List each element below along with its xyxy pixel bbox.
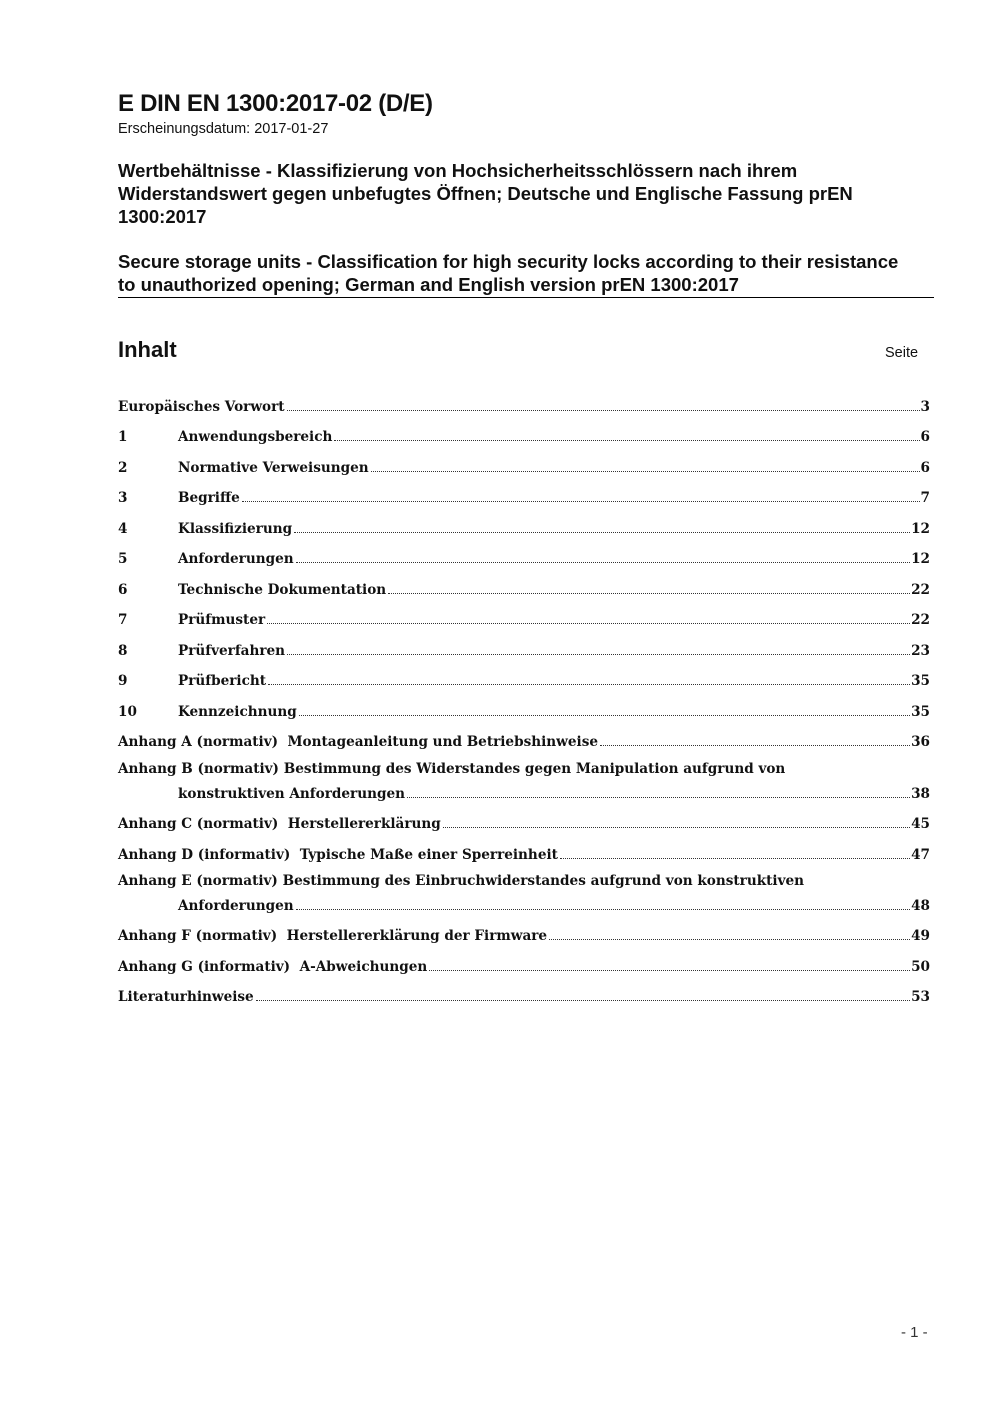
- toc-leader: [407, 797, 910, 798]
- toc-entry-label: Prüfmuster: [178, 612, 266, 628]
- toc-entry-page: 3: [920, 399, 930, 415]
- toc-leader: [267, 623, 910, 624]
- toc-leader: [371, 471, 920, 472]
- toc-entry-page: 49: [911, 928, 930, 944]
- toc-entry[interactable]: [118, 730, 930, 750]
- toc-entry-label: Begriffe: [178, 490, 240, 506]
- toc-leader: [256, 1000, 910, 1001]
- toc-entry-page: 22: [911, 612, 930, 628]
- toc-leader: [600, 745, 910, 746]
- toc-entry-number: 3: [118, 490, 128, 506]
- toc-leader: [299, 715, 910, 716]
- toc-leader: [388, 593, 910, 594]
- toc-entry[interactable]: [118, 782, 930, 802]
- toc-entry-page: 6: [920, 429, 930, 445]
- title-divider: [118, 297, 934, 298]
- toc-entry-label: Anhang F (normativ) Herstellererklärung der Firmware: [118, 928, 548, 944]
- toc-entry-page: 50: [911, 959, 930, 975]
- toc-entry[interactable]: [118, 985, 930, 1005]
- toc-entry-page: 23: [911, 643, 930, 659]
- toc-entry-label: Europäisches Vorwort: [118, 399, 285, 415]
- toc-entry-number: 2: [118, 460, 128, 476]
- toc-entry-page: 22: [911, 582, 930, 598]
- toc-entry[interactable]: [118, 425, 930, 445]
- publication-date: Erscheinungsdatum: 2017-01-27: [118, 121, 329, 137]
- toc-entry[interactable]: [118, 669, 930, 689]
- toc-entry-page: 38: [911, 786, 930, 802]
- toc-entry-number: 1: [118, 429, 128, 445]
- toc-entry[interactable]: [118, 547, 930, 567]
- toc-entry-label: Anforderungen: [178, 898, 294, 914]
- toc-entry[interactable]: [118, 395, 930, 415]
- toc-leader: [443, 827, 910, 828]
- footer-page-number: - 1 -: [901, 1324, 928, 1341]
- toc-entry[interactable]: [118, 517, 930, 537]
- toc-entry-page: 35: [911, 704, 930, 720]
- toc-entry-label: Anforderungen: [178, 551, 294, 567]
- toc-entry-label: Kennzeichnung: [178, 704, 297, 720]
- toc-entry-label: Technische Dokumentation: [178, 582, 387, 598]
- toc-entry-label: Normative Verweisungen: [178, 460, 369, 476]
- toc-heading: Inhalt: [118, 337, 177, 362]
- toc-entry-page: 35: [911, 673, 930, 689]
- toc-entry-page: 12: [911, 551, 930, 567]
- toc-leader: [287, 654, 910, 655]
- toc-entry-page: 7: [920, 490, 930, 506]
- toc-entry-first-line: Anhang E (normativ) Bestimmung des Einbruchwiderstandes aufgrund von konstruktiven: [118, 873, 805, 889]
- toc-entry-number: 8: [118, 643, 128, 659]
- toc-entry[interactable]: [118, 700, 930, 720]
- toc-entry-label: Anhang G (informativ) A-Abweichungen: [118, 959, 428, 975]
- toc-entry-label: Anhang A (normativ) Montageanleitung und Betriebshinweise: [118, 734, 598, 750]
- toc-leader: [287, 410, 920, 411]
- title-english: Secure storage units - Classification for high security locks according to their resistance to unauthorized opening; German and English version prEN 1300:2017: [118, 251, 899, 295]
- toc-entry-number: 7: [118, 612, 128, 628]
- toc-leader: [294, 532, 910, 533]
- toc-entry[interactable]: [118, 639, 930, 659]
- toc-entry-page: 47: [911, 847, 930, 863]
- toc-leader: [560, 858, 910, 859]
- toc-entry-label: Prüfverfahren: [178, 643, 286, 659]
- toc-entry-label: konstruktiven Anforderungen: [178, 786, 405, 802]
- toc-leader: [296, 909, 910, 910]
- toc-leader: [334, 440, 919, 441]
- toc-entry[interactable]: [118, 578, 930, 598]
- toc-entry-label: Literaturhinweise: [118, 989, 254, 1005]
- toc-entry[interactable]: [118, 894, 930, 914]
- toc-leader: [268, 684, 910, 685]
- toc-entry-label: Klassifizierung: [178, 521, 293, 537]
- document-id: E DIN EN 1300:2017-02 (D/E): [118, 90, 433, 117]
- toc-entry[interactable]: [118, 486, 930, 506]
- toc-entry[interactable]: [118, 955, 930, 975]
- title-german: Wertbehältnisse - Klassifizierung von Hochsicherheitsschlössern nach ihrem Widerstandswert gegen unbefugtes Öffnen; Deutsche und Englische Fassung prEN 1300:2017: [118, 160, 853, 227]
- toc-entry-label: Anwendungsbereich: [178, 429, 333, 445]
- toc-leader: [296, 562, 910, 563]
- toc-entry-page: 48: [911, 898, 930, 914]
- toc-entry[interactable]: [118, 812, 930, 832]
- toc-entry[interactable]: [118, 608, 930, 628]
- toc-entry-page: 6: [920, 460, 930, 476]
- toc-leader: [242, 501, 920, 502]
- toc-entry-label: Prüfbericht: [178, 673, 267, 689]
- toc-entry-page: 36: [911, 734, 930, 750]
- toc-entry-number: 9: [118, 673, 128, 689]
- toc-entry-label: Anhang D (informativ) Typische Maße einer Sperreinheit: [118, 847, 558, 863]
- toc-page-column-label: Seite: [885, 345, 919, 361]
- toc-entry-page: 45: [911, 816, 930, 832]
- toc-entry[interactable]: [118, 843, 930, 863]
- toc-leader: [429, 970, 910, 971]
- toc-entry-number: 4: [118, 521, 128, 537]
- toc-entry-number: 10: [118, 704, 137, 720]
- toc-entry-page: 53: [911, 989, 930, 1005]
- toc-leader: [549, 939, 910, 940]
- toc-entry-first-line: Anhang B (normativ) Bestimmung des Widerstandes gegen Manipulation aufgrund von: [118, 761, 786, 777]
- toc-entry-label: Anhang C (normativ) Herstellererklärung: [118, 816, 441, 832]
- toc-entry-number: 5: [118, 551, 128, 567]
- toc-entry-number: 6: [118, 582, 128, 598]
- toc-entry[interactable]: [118, 924, 930, 944]
- toc-entry[interactable]: [118, 456, 930, 476]
- toc-entry-page: 12: [911, 521, 930, 537]
